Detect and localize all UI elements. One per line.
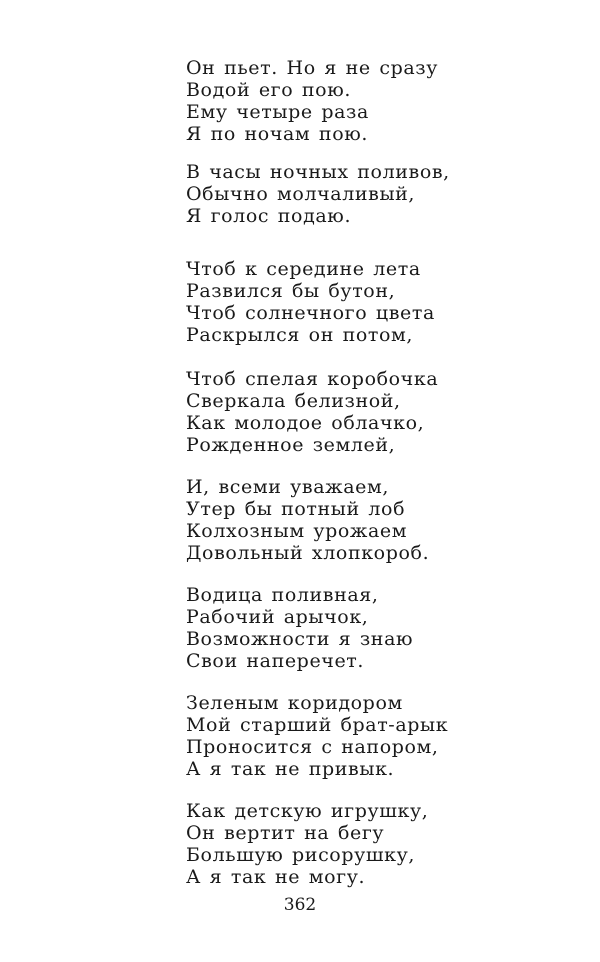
poem-line: Возможности я знаю (186, 628, 414, 650)
poem-line: Как детскую игрушку, (186, 800, 429, 822)
stanza-5 (186, 476, 429, 564)
page-number: 362 (283, 895, 317, 915)
poem-line: Чтоб спелая коробочка (186, 368, 439, 390)
poem-line: Я по ночам пою. (186, 123, 369, 145)
poem-line: Колхозным урожаем (186, 520, 408, 542)
poem-line: Чтоб к середине лета (186, 258, 421, 280)
stanza-1 (186, 57, 438, 145)
poem-line: Утер бы потный лоб (186, 498, 406, 520)
stanza-2 (186, 161, 450, 227)
stanza-7 (186, 692, 448, 780)
stanza-8 (186, 800, 428, 888)
poem-line: Проносится с напором, (186, 736, 439, 758)
poem-line: Сверкала белизной, (186, 390, 401, 412)
poem-line: Водица поливная, (186, 584, 379, 606)
poem-line: Он вертит на бегу (186, 822, 385, 844)
poem-line: Ему четыре раза (186, 101, 369, 123)
poem-line: Чтоб солнечного цвета (186, 302, 435, 324)
stanza-3 (186, 258, 435, 346)
poem-line: Как молодое облачко, (186, 412, 425, 434)
poem-line: Развился бы бутон, (186, 280, 396, 302)
poem-line: В часы ночных поливов, (186, 161, 450, 183)
stanza-6 (186, 584, 413, 672)
poem-line: Мой старший брат-арык (186, 714, 449, 736)
poem-line: Он пьет. Но я не сразу (186, 57, 439, 79)
poem-line: Рабочий арычок, (186, 606, 369, 628)
poem-line: Довольный хлопкороб. (186, 542, 430, 564)
poem-line: Большую рисорушку, (186, 844, 416, 866)
poem-line: Зеленым коридором (186, 692, 403, 714)
poem-line: А я так не могу. (186, 866, 366, 888)
poem-line: Я голос подаю. (186, 205, 352, 227)
poem-line: Раскрылся он потом, (186, 324, 414, 346)
poem-line: Рожденное землей, (186, 434, 396, 456)
poem-line: Водой его пою. (186, 79, 352, 101)
poem-line: Свои наперечет. (186, 650, 365, 672)
poem-line: А я так не привык. (186, 758, 395, 780)
poem-line: И, всеми уважаем, (186, 476, 389, 498)
poem-line: Обычно молчаливый, (186, 183, 416, 205)
stanza-4 (186, 368, 438, 456)
